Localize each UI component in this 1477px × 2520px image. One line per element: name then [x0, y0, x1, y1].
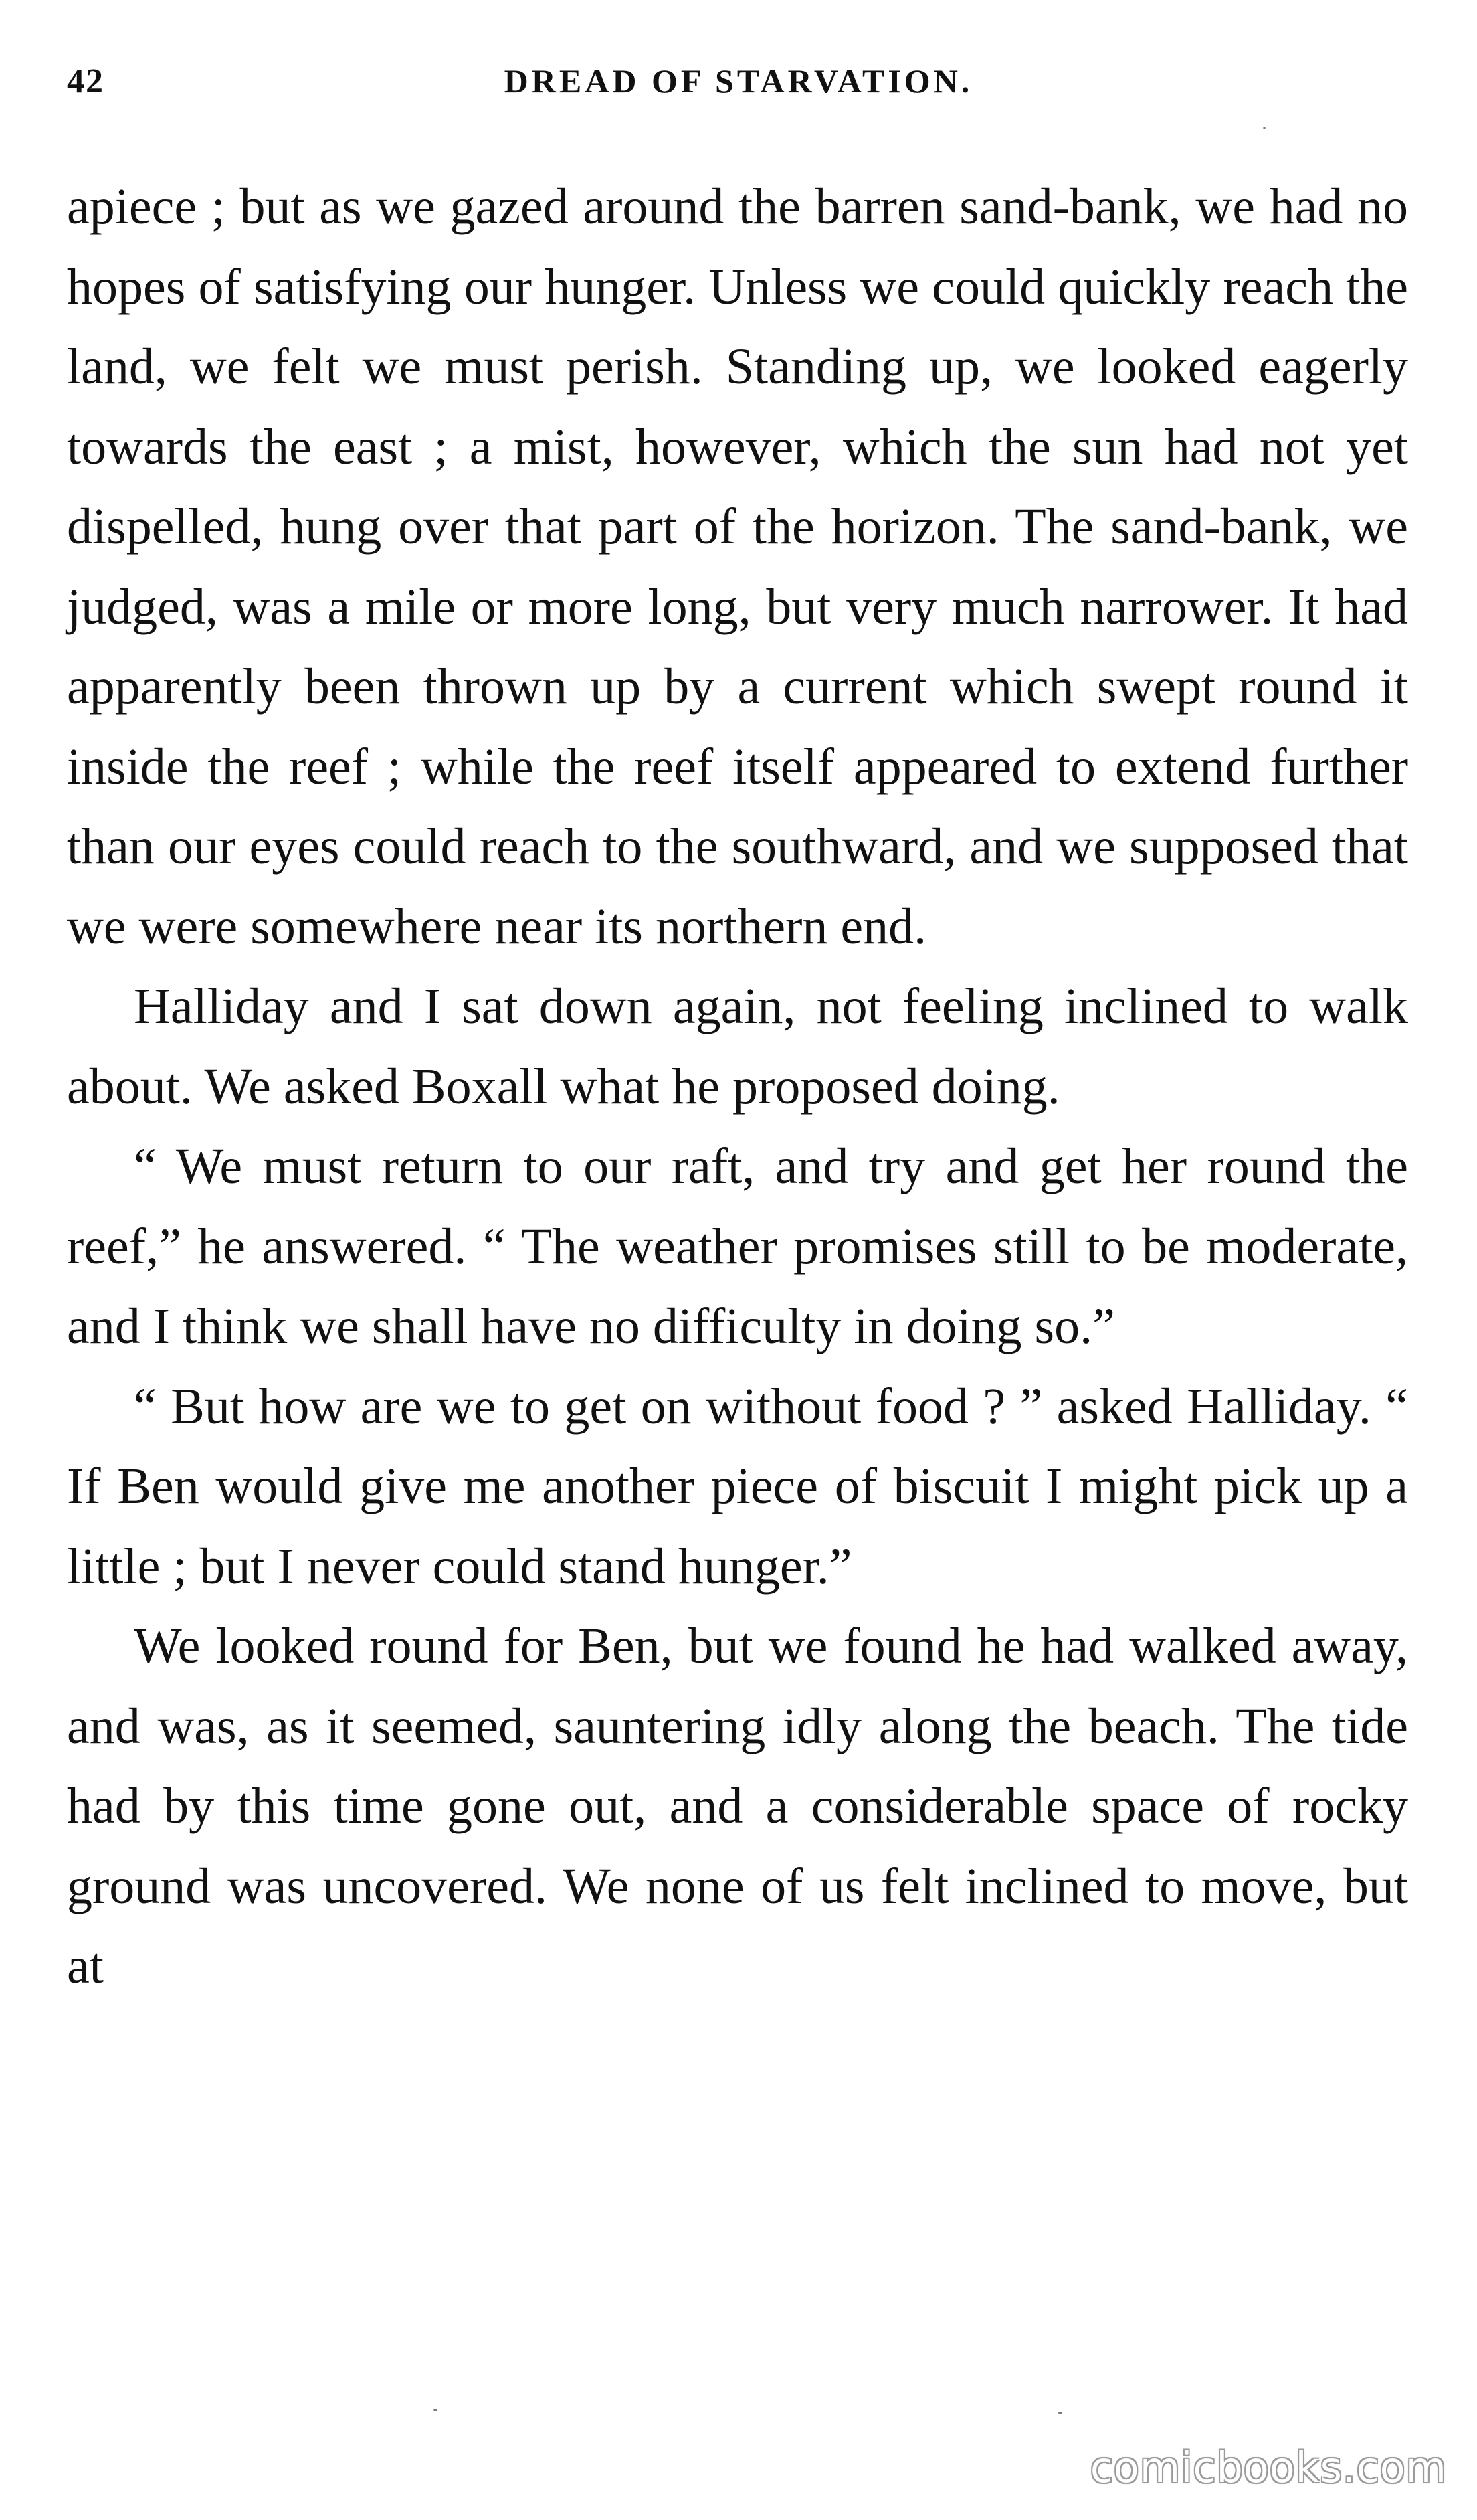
running-title: DREAD OF STARVATION.: [504, 62, 973, 100]
running-head: [67, 62, 1410, 115]
print-speck: [1058, 2412, 1062, 2414]
paragraph: “ But how are we to get on without food ? ” asked Halliday. “ If Ben would give me another piece of biscuit I might pick up a little ; but I never could stand hunger.”: [67, 1378, 1408, 1595]
print-speck: [1263, 127, 1266, 129]
paragraph: “ We must return to our raft, and try and get her round the reef,” he answered. “ The weather promises still to be moderate, and I think we shall have no difficulty in doing so.”: [67, 1138, 1408, 1354]
paragraph-continuation: apiece ; but as we gazed around the barren sand-bank, we had no hopes of satisfying our hunger. Unless we could quickly reach the land, we felt we must perish. Standing up, we looked eagerly towards the east ; a mist, however, which the sun had not yet dispelled, hung over that part of the horizon. The sand-bank, we judged, was a mile or more long, but very much narrower. It had apparently been thrown up by a current which swept round it inside the reef ; while the reef itself appeared to extend further than our eyes could reach to the southward, and we supposed that we were somewhere near its northern end.: [67, 179, 1408, 955]
print-speck: [433, 2409, 437, 2411]
paragraph: We looked round for Ben, but we found he had walked away, and was, as it seemed, sauntering idly along the beach. The tide had by this time gone out, and a considerable space of rocky ground was uncovered. We none of us felt inclined to move, but at: [67, 1618, 1408, 1994]
page-number: 42: [67, 62, 104, 100]
watermark: comicbooks.com: [1090, 2443, 1447, 2492]
body-text: [67, 167, 1408, 2007]
paragraph: Halliday and I sat down again, not feeling inclined to walk about. We asked Boxall what he proposed doing.: [67, 978, 1408, 1115]
